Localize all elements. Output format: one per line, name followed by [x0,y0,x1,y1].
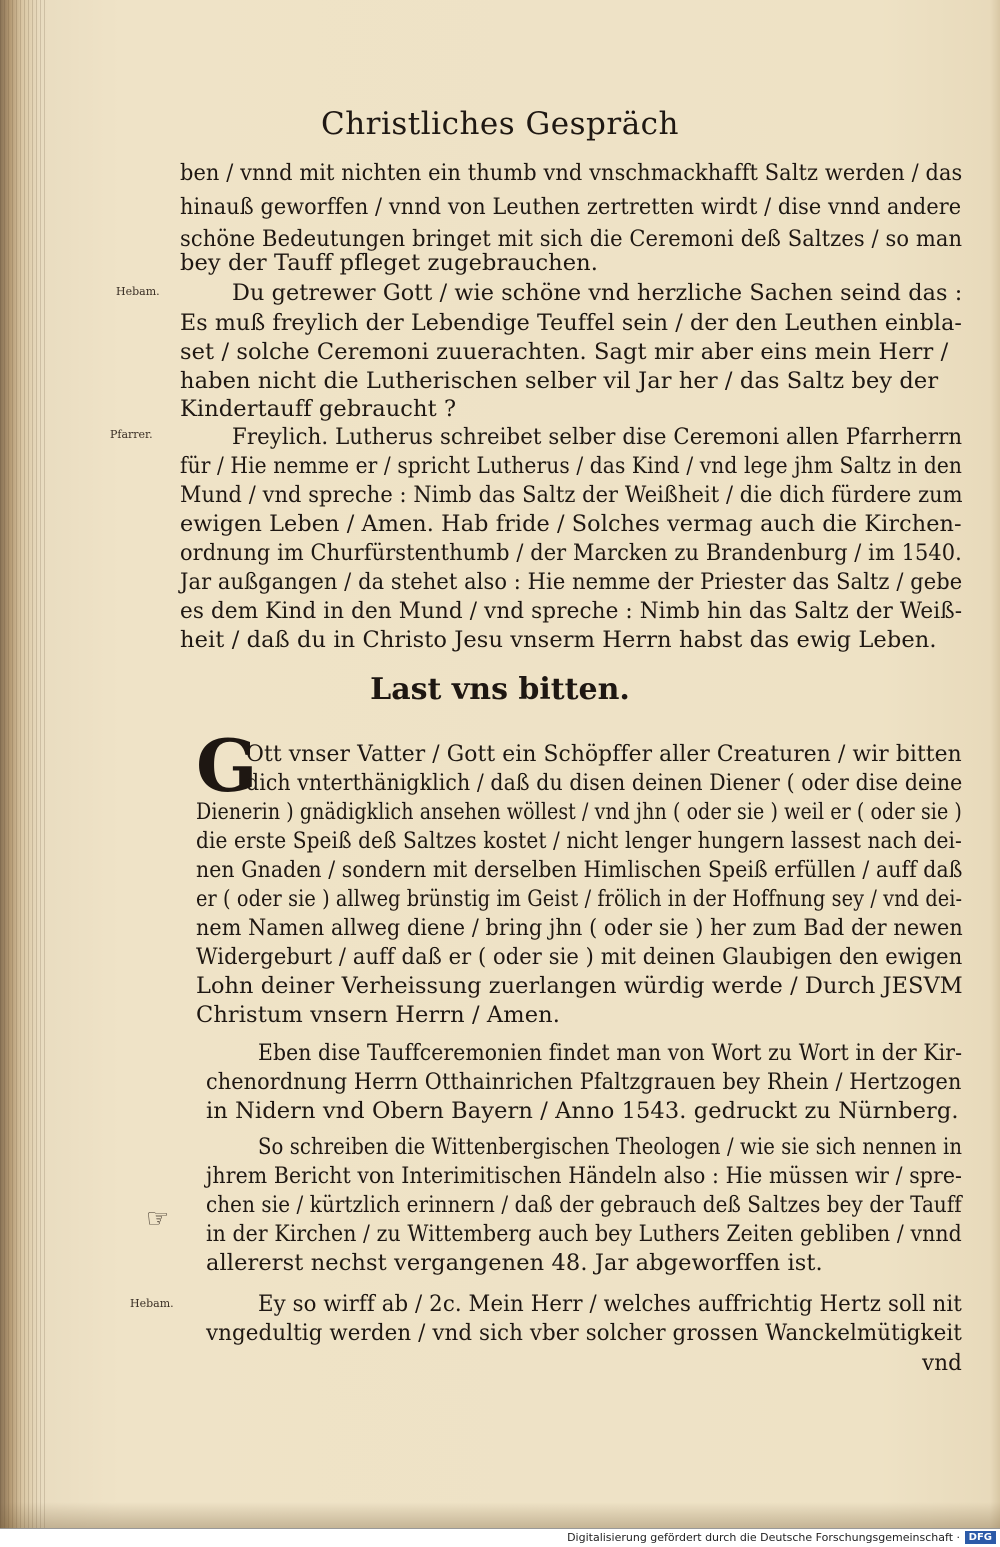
text-line: hinauß geworffen / vnnd von Leuthen zertretten wirdt / dise vnnd andere [180,194,962,220]
text-line: chen sie / kürtzlich erinnern / daß der gebrauch deß Saltzes bey der Tauff [206,1192,962,1218]
footer-credit: Digitalisierung gefördert durch die Deutsche Forschungsgemeinschaft · [567,1531,960,1544]
text-line: So schreiben die Wittenbergischen Theologen / wie sie sich nennen in [258,1134,963,1160]
text-line: ewigen Leben / Amen. Hab fride / Solches vermag auch die Kirchen- [180,511,962,537]
text-line: Eben dise Tauffceremonien findet man von Wort zu Wort in der Kir- [258,1040,963,1066]
text-line: bey der Tauff pfleget zugebrauchen. [180,250,599,276]
text-line: Jar außgangen / da stehet also : Hie nemme der Priester das Saltz / gebe [180,569,963,595]
text-line: vngedultig werden / vnd sich vber solcher grossen Wanckelmütigkeit [206,1320,962,1346]
section-title: Last vns bitten. [370,672,630,707]
running-title: Christliches Gespräch [320,106,680,142]
pointing-hand-icon: ☞ [146,1204,170,1234]
text-line: chenordnung Herrn Otthainrichen Pfaltzgrauen bey Rhein / Hertzogen [206,1069,962,1095]
text-line: haben nicht die Lutherischen selber vil Jar her / das Saltz bey der [180,368,939,394]
text-line: Freylich. Lutherus schreibet selber dise Ceremoni allen Pfarrherrn [232,424,963,450]
text-line: Mund / vnd spreche : Nimb das Saltz der Weißheit / die dich fürdere zum [180,482,963,508]
digitization-footer [0,1528,1000,1547]
dfg-logo: DFG [965,1531,996,1544]
text-line: allererst nechst vergangenen 48. Jar abgeworffen ist. [206,1250,823,1276]
text-line: heit / daß du in Christo Jesu vnserm Herrn habst das ewig Leben. [180,627,937,653]
text-line: Kindertauff gebraucht ? [180,396,457,422]
text-line: es dem Kind in den Mund / vnd spreche : Nimb hin das Saltz der Weiß- [180,598,963,624]
text-line: für / Hie nemme er / spricht Lutherus / das Kind / vnd lege jhm Saltz in den [180,453,963,479]
text-line: Ott vnser Vatter / Gott ein Schöpffer aller Creaturen / wir bitten [246,741,962,767]
text-line: in Nidern vnd Obern Bayern / Anno 1543. gedruckt zu Nürnberg. [206,1098,959,1124]
text-line: jhrem Bericht von Interimitischen Händeln also : Hie müssen wir / spre- [206,1163,963,1189]
text-line: Du getrewer Gott / wie schöne vnd herzliche Sachen seind das : [232,280,963,306]
margin-note: Hebam. [116,285,160,298]
text-line: die erste Speiß deß Saltzes kostet / nicht lenger hungern lassest nach dei- [196,828,962,854]
text-line: set / solche Ceremoni zuuerachten. Sagt mir aber eins mein Herr / [180,339,949,365]
margin-note: Pfarrer. [110,428,153,441]
text-line: Es muß freylich der Lebendige Teuffel sein / der den Leuthen einbla- [180,310,962,336]
text-line: schöne Bedeutungen bringet mit sich die Ceremoni deß Saltzes / so man [180,226,963,252]
text-line: in der Kirchen / zu Wittemberg auch bey Luthers Zeiten gebliben / vnnd [206,1221,962,1247]
text-line: Ey so wirff ab / 2c. Mein Herr / welches auffrichtig Hertz soll nit [258,1291,962,1317]
text-line: er ( oder sie ) allweg brünstig im Geist / frölich in der Hoffnung sey / vnd dei- [196,886,963,912]
text-line: nen Gnaden / sondern mit derselben Himlischen Speiß erfüllen / auff daß [196,857,963,883]
drop-cap: G [196,723,258,808]
text-line: nem Namen allweg diene / bring jhn ( oder sie ) her zum Bad der newen [196,915,963,941]
text-line: dich vnterthänigklich / daß du disen deinen Diener ( oder dise deine [246,770,963,796]
catchword: vnd [922,1350,962,1376]
text-line: Christum vnsern Herrn / Amen. [196,1002,560,1028]
text-line: ben / vnnd mit nichten ein thumb vnd vnschmackhafft Saltz werden / das [180,160,963,186]
text-line: Dienerin ) gnädigklich ansehen wöllest / vnd jhn ( oder sie ) weil er ( oder sie ) [196,799,962,825]
margin-note: Hebam. [130,1297,174,1310]
text-line: Widergeburt / auff daß er ( oder sie ) mit deinen Glaubigen den ewigen [196,944,963,970]
page-bottom-shade [0,1502,1000,1528]
text-line: ordnung im Churfürstenthumb / der Marcken zu Brandenburg / im 1540. [180,540,962,566]
text-line: Lohn deiner Verheissung zuerlangen würdig werde / Durch JESVM [196,973,963,999]
page-edges [0,0,46,1528]
